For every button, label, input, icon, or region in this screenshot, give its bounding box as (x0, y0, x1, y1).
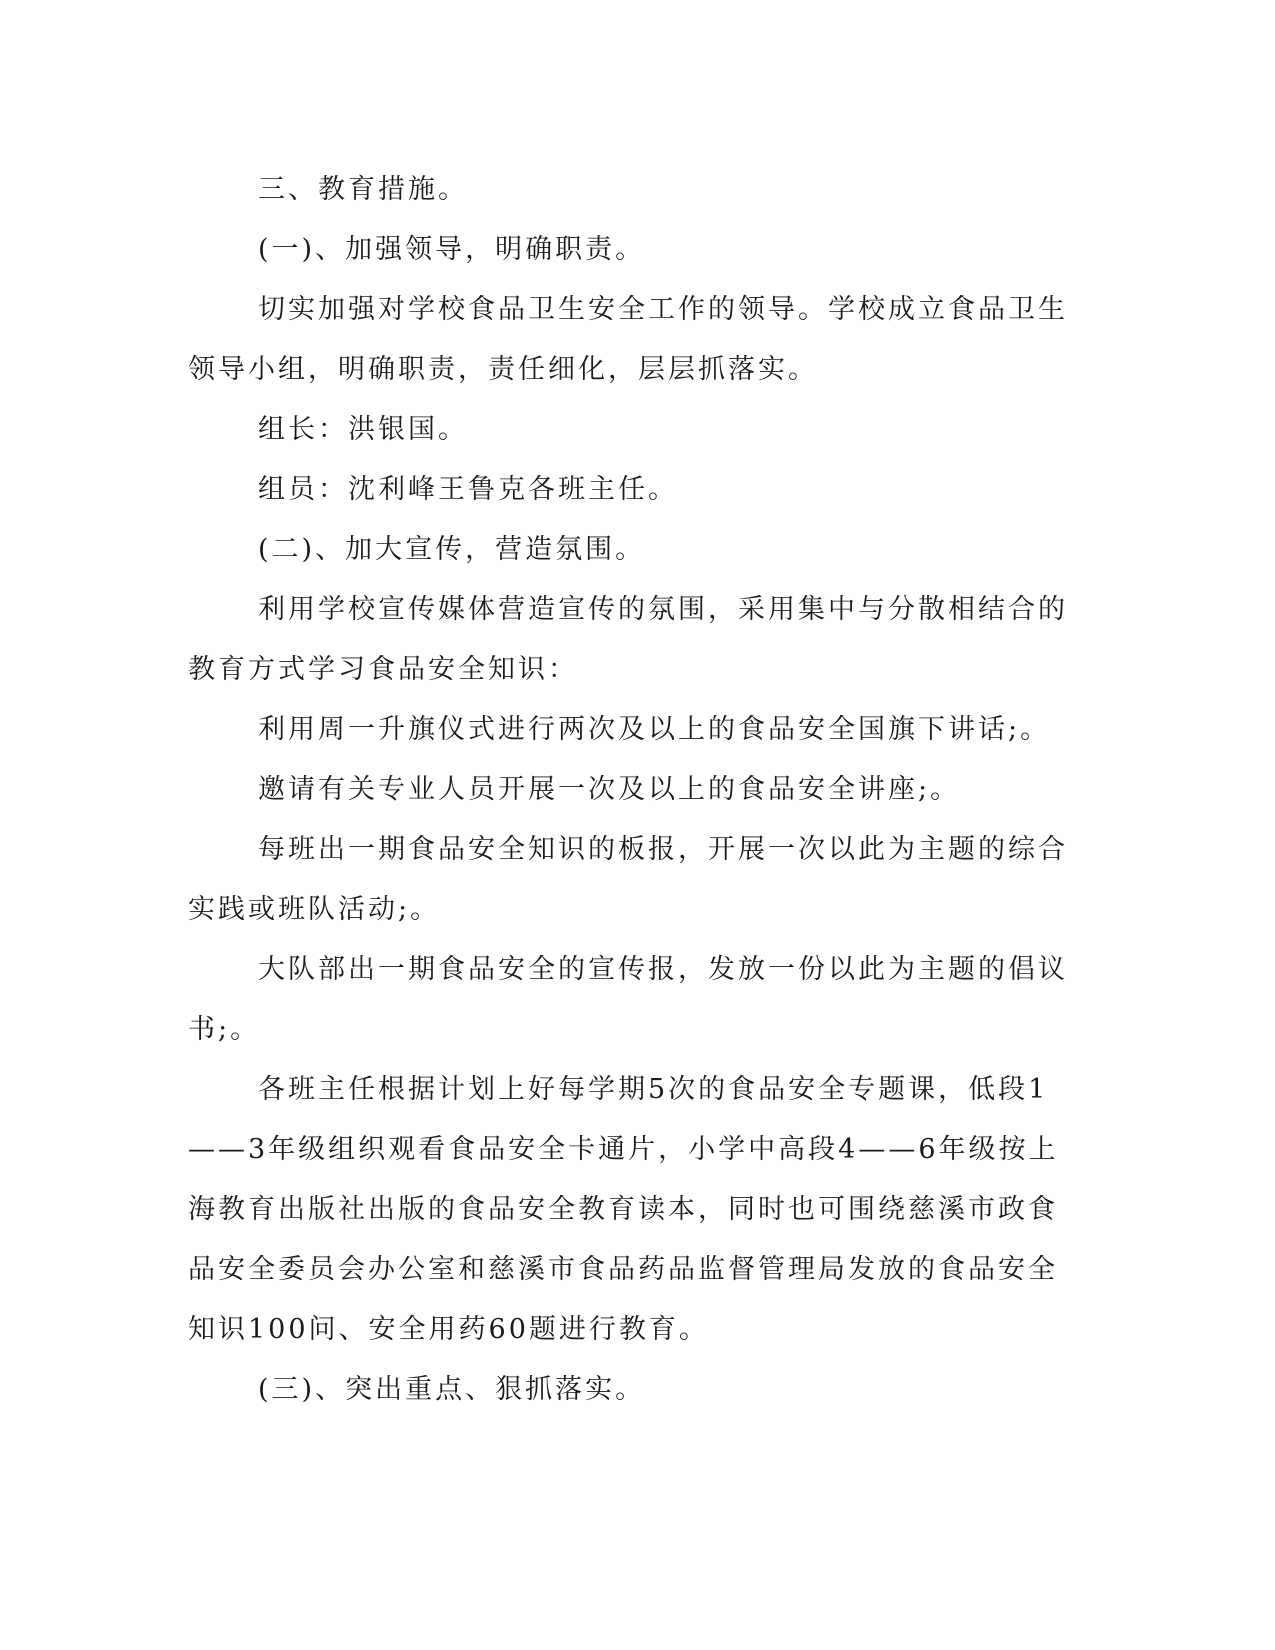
group-members-line: 组员：沈利峰王鲁克各班主任。 (258, 474, 678, 505)
subsection-heading: (二)、加大宣传，营造氛围。 (258, 534, 646, 565)
body-paragraph: 各班主任根据计划上好每学期5次的食品安全专题课，低段1——3年级组织观看食品安全卡通片，小学中高段4——6年级按上海教育出版社出版的食品安全教育读本，同时也可围绕慈溪市政食品安全委员会办公室和慈溪市食品药品监督管理局发放的食品安全知识100问、安全用药60题进行教育。 (188, 1074, 1059, 1345)
group-leader-line: 组长：洪银国。 (258, 414, 468, 445)
body-paragraph: 邀请有关专业人员开展一次及以上的食品安全讲座;。 (258, 774, 961, 805)
body-paragraph: 利用周一升旗仪式进行两次及以上的食品安全国旗下讲话;。 (258, 714, 1051, 745)
body-paragraph: 利用学校宣传媒体营造宣传的氛围，采用集中与分散相结合的教育方式学习食品安全知识： (188, 594, 1068, 685)
body-paragraph: 每班出一期食品安全知识的板报，开展一次以此为主题的综合实践或班队活动;。 (188, 834, 1068, 925)
section-heading: 三、教育措施。 (258, 174, 468, 205)
document-body (188, 160, 1068, 1420)
body-paragraph: 切实加强对学校食品卫生安全工作的领导。学校成立食品卫生领导小组，明确职责，责任细化，层层抓落实。 (188, 294, 1068, 385)
subsection-heading: (一)、加强领导，明确职责。 (258, 234, 646, 265)
body-paragraph: 大队部出一期食品安全的宣传报，发放一份以此为主题的倡议书;。 (188, 954, 1068, 1045)
subsection-heading: (三)、突出重点、狠抓落实。 (258, 1374, 646, 1405)
